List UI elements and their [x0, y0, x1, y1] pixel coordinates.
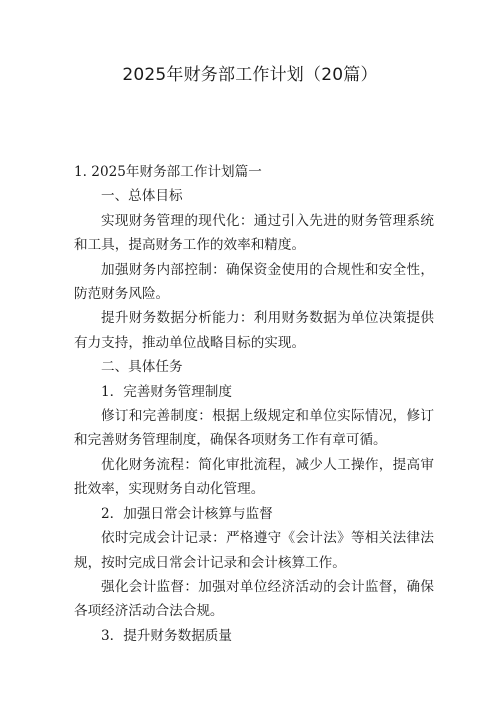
document-body [74, 160, 434, 648]
paragraph: 优化财务流程：简化审批流程，减少人工操作，提高审批效率，实现财务自动化管理。 [74, 456, 434, 498]
paragraph: 依时完成会计记录：严格遵守《会计法》等相关法律法规，按时完成日常会计记录和会计核算工作。 [74, 530, 434, 571]
task-heading: 2．加强日常会计核算与监督 [101, 505, 273, 522]
subheading-specific-tasks: 二、具体任务 [101, 359, 183, 376]
subheading-overall-goals: 一、总体目标 [101, 188, 183, 205]
document-title: 2025年财务部工作计划（20篇） [122, 65, 378, 85]
paragraph: 实现财务管理的现代化：通过引入先进的财务管理系统和工具，提高财务工作的效率和精度。 [74, 212, 434, 254]
paragraph: 强化会计监督：加强对单位经济活动的会计监督，确保各项经济活动合法合规。 [74, 578, 434, 620]
task-heading: 1．完善财务管理制度 [101, 383, 232, 400]
paragraph: 加强财务内部控制：确保资金使用的合规性和安全性，防范财务风险。 [74, 261, 434, 303]
section-heading: 1. 2025年财务部工作计划篇一 [74, 164, 262, 180]
task-heading: 3．提升财务数据质量 [101, 627, 232, 644]
paragraph: 修订和完善制度：根据上级规定和单位实际情况，修订和完善财务管理制度，确保各项财务工作有章可循。 [74, 408, 434, 449]
paragraph: 提升财务数据分析能力：利用财务数据为单位决策提供有力支持，推动单位战略目标的实现。 [74, 310, 434, 351]
